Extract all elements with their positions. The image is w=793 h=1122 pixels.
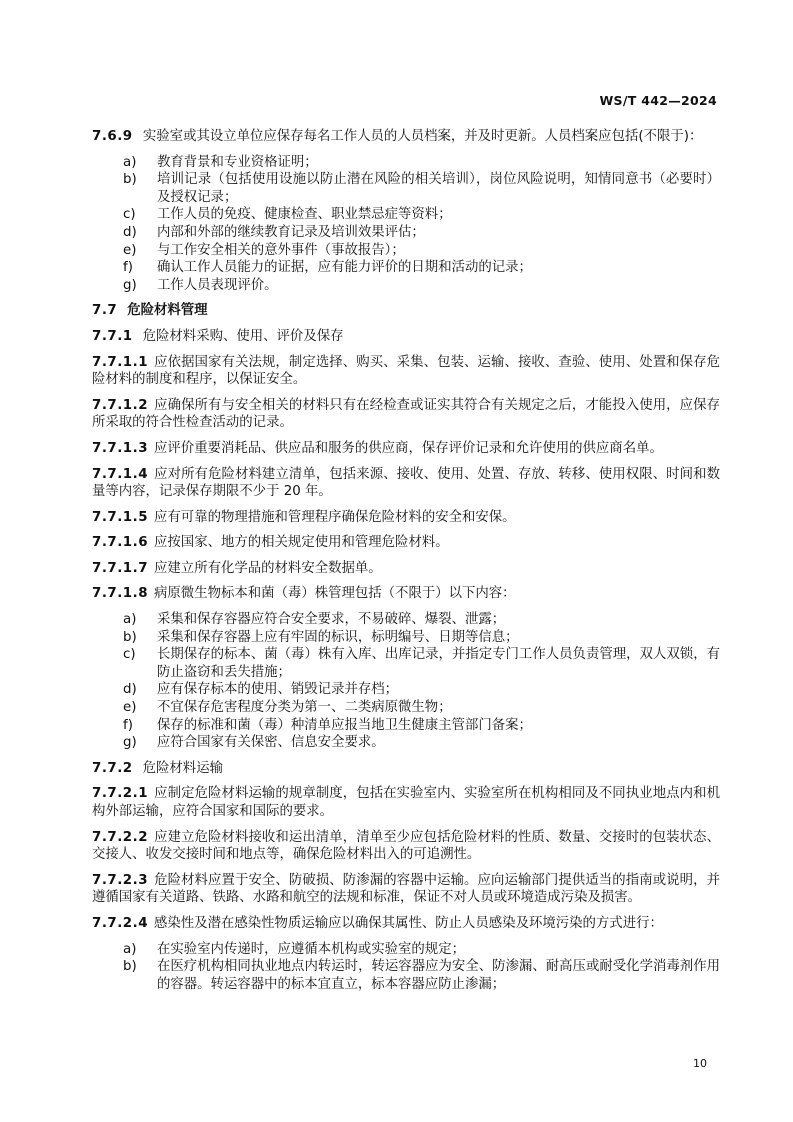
list-item: c) 工作人员的免疫、健康检查、职业禁忌症等资料；	[123, 207, 452, 223]
list-7-7-2-4	[92, 941, 720, 994]
list-7-7-1-8	[92, 611, 720, 752]
section-heading-7-7: 7.7 危险材料管理	[92, 303, 208, 319]
clause-7-7-1-8: 7.7.1.8 病原微生物标本和菌（毒）株管理包括（不限于）以下内容：	[92, 586, 516, 602]
list-7-6-9	[92, 154, 720, 295]
clause-7-7-1-6: 7.7.1.6 应按国家、地方的相关规定使用和管理危险材料。	[92, 535, 449, 551]
list-item: e) 与工作安全相关的意外事件（事故报告）；	[123, 242, 405, 258]
clause-7-7-1-7: 7.7.1.7 应建立所有化学品的材料安全数据单。	[92, 560, 382, 576]
list-item: b) 在医疗机构相同执业地点内转运时，转运容器应为安全、防渗漏、耐高压或耐受化学消毒剂作用的容器。转运容器中的标本宜直立，标本容器应防止渗漏；	[123, 959, 720, 992]
clause-7-7-2-1: 7.7.2.1 应制定危险材料运输的规章制度，包括在实验室内、实验室所在机构相同及不同执业地点内和机构外部运输，应符合国家和国际的要求。	[92, 786, 720, 819]
list-item: b) 采集和保存容器上应有牢固的标识，标明编号、日期等信息；	[123, 629, 519, 645]
list-item: g) 工作人员表现评价。	[123, 277, 278, 293]
list-item: g) 应符合国家有关保密、信息安全要求。	[123, 735, 385, 751]
list-item: f) 保存的标准和菌（毒）种清单应报当地卫生健康主管部门备案；	[123, 717, 532, 733]
list-item: b) 培训记录（包括使用设施以防止潜在风险的相关培训），岗位风险说明，知情同意书（必要时）及授权记录；	[123, 172, 720, 205]
clause-7-7-1-3: 7.7.1.3 应评价重要消耗品、供应品和服务的供应商，保存评价记录和允许使用的供应商名单。	[92, 440, 663, 456]
clause-7-7-2-2: 7.7.2.2 应建立危险材料接收和运出清单，清单至少应包括危险材料的性质、数量、交接时的包装状态、交接人、收发交接时间和地点等，确保危险材料出入的可追溯性。	[92, 829, 720, 863]
list-item: a) 教育背景和专业资格证明；	[123, 154, 318, 170]
list-item: e) 不宜保存危害程度分类为第一、二类病原微生物；	[123, 700, 452, 716]
list-item: d) 内部和外部的继续教育记录及培训效果评估；	[123, 224, 425, 240]
clause-7-7-1-2: 7.7.1.2 应确保所有与安全相关的材料只有在经检查或证实其符合有关规定之后，才能投入使用，应保存所采取的符合性检查活动的记录。	[92, 397, 720, 431]
clause-7-7-2-3: 7.7.2.3 危险材料应置于安全、防破损、防渗漏的容器中运输。应向运输部门提供适当的指南或说明，并遵循国家有关道路、铁路、水路和航空的法规和标准，保证不对人员或环境造成污染及损害。	[92, 872, 720, 906]
clause-7-7-1-4: 7.7.1.4 应对所有危险材料建立清单，包括来源、接收、使用、处置、存放、转移、使用权限、时间和数量等内容，记录保存期限不少于 20 年。	[92, 466, 720, 500]
clause-7-7-1-5: 7.7.1.5 应有可靠的物理措施和管理程序确保危险材料的安全和安保。	[92, 509, 516, 525]
clause-7-7-2-4: 7.7.2.4 感染性及潜在感染性物质运输应以确保其属性、防止人员感染及环境污染的方式进行：	[92, 915, 663, 931]
list-item: a) 在实验室内传递时，应遵循本机构或实验室的规定；	[123, 941, 465, 957]
clause-7-7-1-1: 7.7.1.1 应依据国家有关法规，制定选择、购买、采集、包装、运输、接收、查验、使用、处置和保存危险材料的制度和程序，以保证安全。	[92, 354, 720, 388]
list-item: c) 长期保存的标本、菌（毒）株有入库、出库记录，并指定专门工作人员负责管理，双人双锁，有防止盗窃和丢失措施；	[123, 647, 720, 680]
section-heading-7-7-2: 7.7.2 危险材料运输	[92, 760, 223, 776]
page-content	[92, 128, 720, 1001]
document-code: WS/T 442—2024	[599, 93, 717, 108]
clause-text: 实验室或其设立单位应保存每名工作人员的人员档案，并及时更新。人员档案应包括(不限于)：	[142, 129, 703, 144]
page-number: 10	[693, 1057, 707, 1070]
list-item: a) 采集和保存容器应符合安全要求，不易破碎、爆裂、泄露；	[123, 612, 506, 628]
list-item: d) 应有保存标本的使用、销毁记录并存档；	[123, 682, 399, 698]
section-heading-7-7-1: 7.7.1 危险材料采购、使用、评价及保存	[92, 328, 344, 344]
clause-7-6-9	[92, 128, 720, 146]
list-item: f) 确认工作人员能力的证据，应有能力评价的日期和活动的记录；	[123, 260, 532, 276]
clause-number: 7.6.9	[92, 129, 133, 144]
